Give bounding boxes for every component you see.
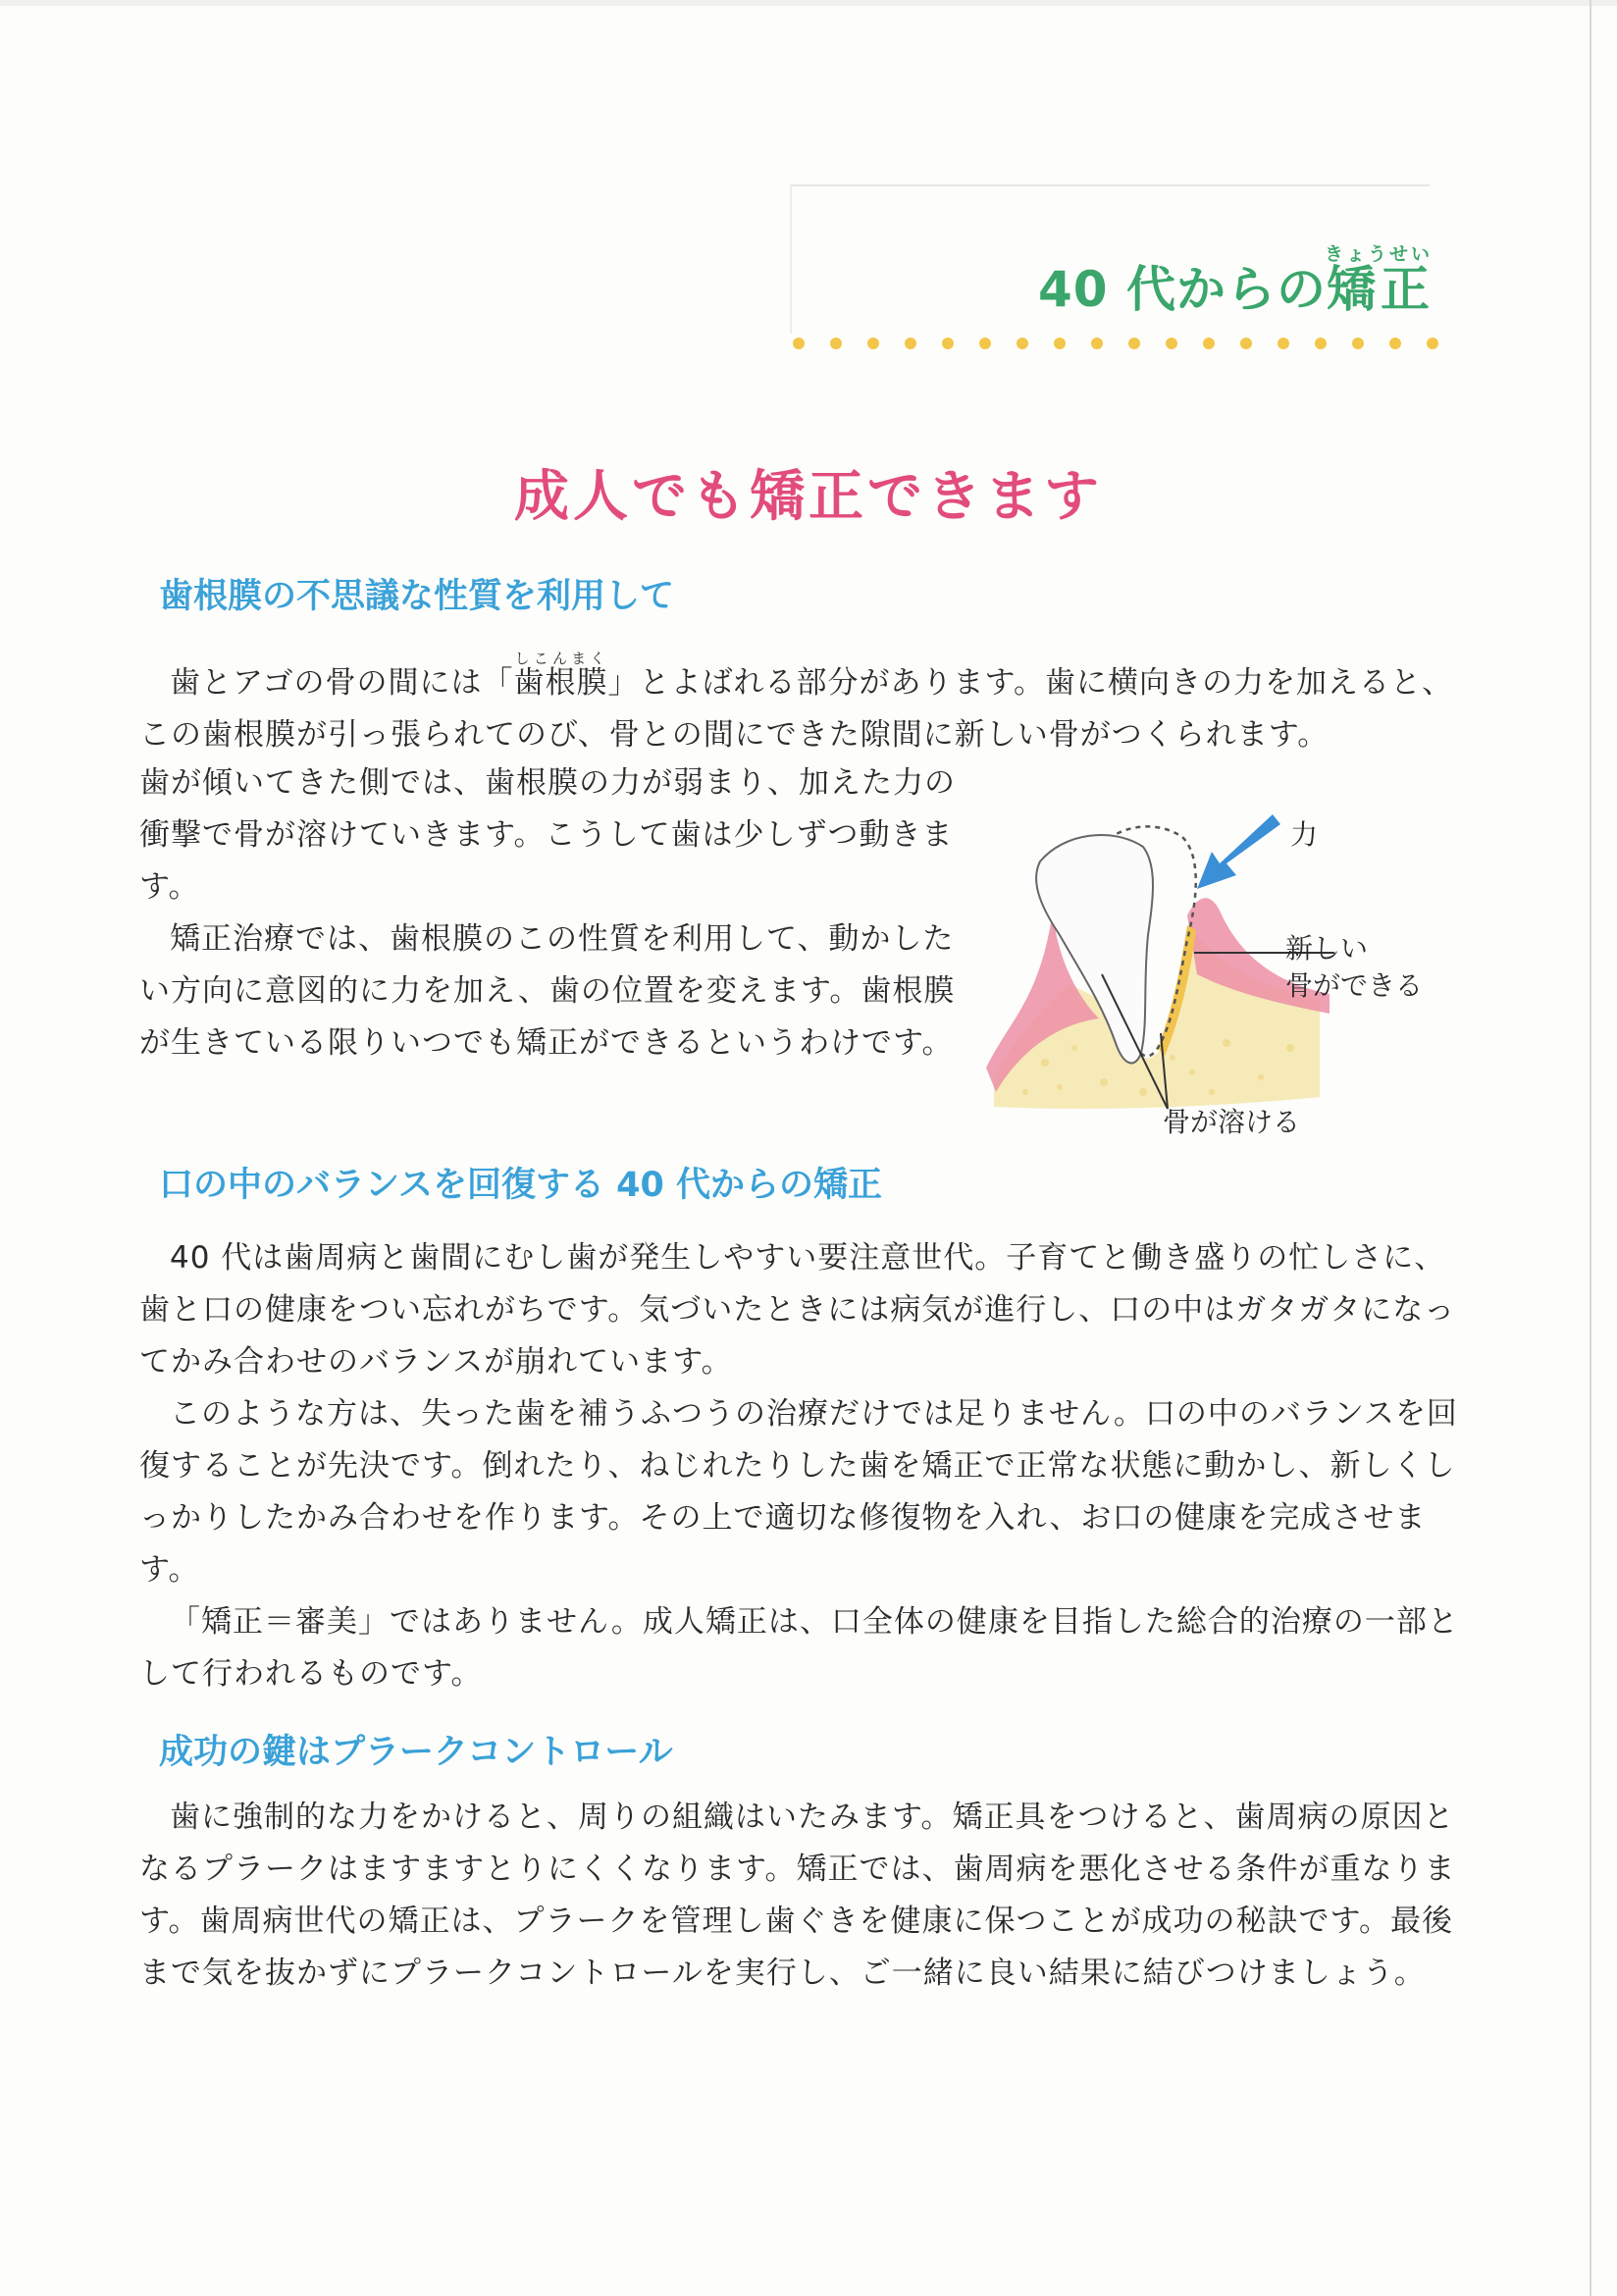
section-2-heading: 口の中のバランスを回復する 40 代からの矯正 (159, 1166, 883, 1205)
section-3-body (139, 1792, 1464, 2000)
ruby-shikonmaku (513, 650, 608, 701)
intro-text-a: 歯とアゴの骨の間には「 (170, 665, 514, 701)
section-1-p2: 歯が傾いてきた側では、歯根膜の力が弱まり、加えた力の衝撃で骨が溶けていきます。こうして歯は少しずつ動きます。 (139, 765, 956, 905)
label-bone-melts: 骨が溶ける (1163, 1106, 1301, 1138)
label-new-bone-line1: 新しい (1285, 932, 1369, 965)
header-title-kanji: 矯正 (1324, 261, 1433, 318)
header-title-reading: きょうせい (1324, 243, 1433, 265)
section-3-p1: 歯に強制的な力をかけると、周りの組織はいたみます。矯正具をつけると、歯周病の原因となるプラークはますますとりにくくなります。矯正では、歯周病を悪化させる条件が重なります。歯周病世代の矯正は、プラークを管理し歯ぐきを健康に保つことが成功の秘訣です。最後まで気を抜かずにプラークコントロールを実行し、ご一緒に良い結果に結びつけましょう。 (139, 1800, 1456, 1991)
ruby-reading: しこんまく (513, 650, 608, 667)
label-new-bone (1285, 930, 1423, 1005)
section-1-heading: 歯根膜の不思議な性質を利用して (159, 577, 675, 616)
page-top-edge (0, 0, 1617, 6)
section-2-p2: このような方は、失った歯を補うふつうの治療だけでは足りません。口の中のバランスを回復することが先決です。倒れたり、ねじれたりした歯を矯正で正常な状態に動かし、新しくしっかりしたかみ合わせを作ります。その上で適切な修復物を入れ、お口の健康を完成させます。 (139, 1396, 1458, 1588)
header-title (1038, 243, 1433, 321)
main-title: 成人でも矯正できます (514, 465, 1103, 529)
label-force: 力 (1290, 818, 1319, 851)
section-1-intro (139, 650, 1464, 761)
page-right-edge (1590, 0, 1591, 2296)
section-2-body (139, 1232, 1464, 1700)
section-3-heading: 成功の鍵はプラークコントロール (159, 1733, 673, 1772)
header-title-prefix: 40 代からの (1037, 261, 1327, 318)
header-title-ruby (1324, 243, 1433, 318)
section-1-p3: 矯正治療では、歯根膜のこの性質を利用して、動かしたい方向に意図的に力を加え、歯の位置を変えます。歯根膜が生きている限りいつでも矯正ができるというわけです。 (139, 921, 956, 1061)
intro-text-b: 」とよばれる部分があります。歯に横向きの力を加えると、この歯根膜が引っ張られてのび、骨との間にできた隙間に新しい骨がつくられます。 (139, 665, 1453, 753)
label-new-bone-line2: 骨ができる (1285, 969, 1424, 1002)
section-2-p1: 40 代は歯周病と歯間にむし歯が発生しやすい要注意世代。子育てと働き盛りの忙しさに、歯と口の健康をつい忘れがちです。気づいたときには病気が進行し、口の中はガタガタになってかみ合わせのバランスが崩れています。 (139, 1240, 1456, 1380)
section-1-body (139, 757, 962, 1070)
section-2-p3: 「矯正＝審美」ではありません。成人矯正は、口全体の健康を目指した総合的治療の一部として行われるものです。 (139, 1604, 1459, 1692)
force-arrow (1197, 814, 1280, 889)
dotted-divider (793, 336, 1440, 351)
ruby-base: 歯根膜 (513, 665, 608, 701)
